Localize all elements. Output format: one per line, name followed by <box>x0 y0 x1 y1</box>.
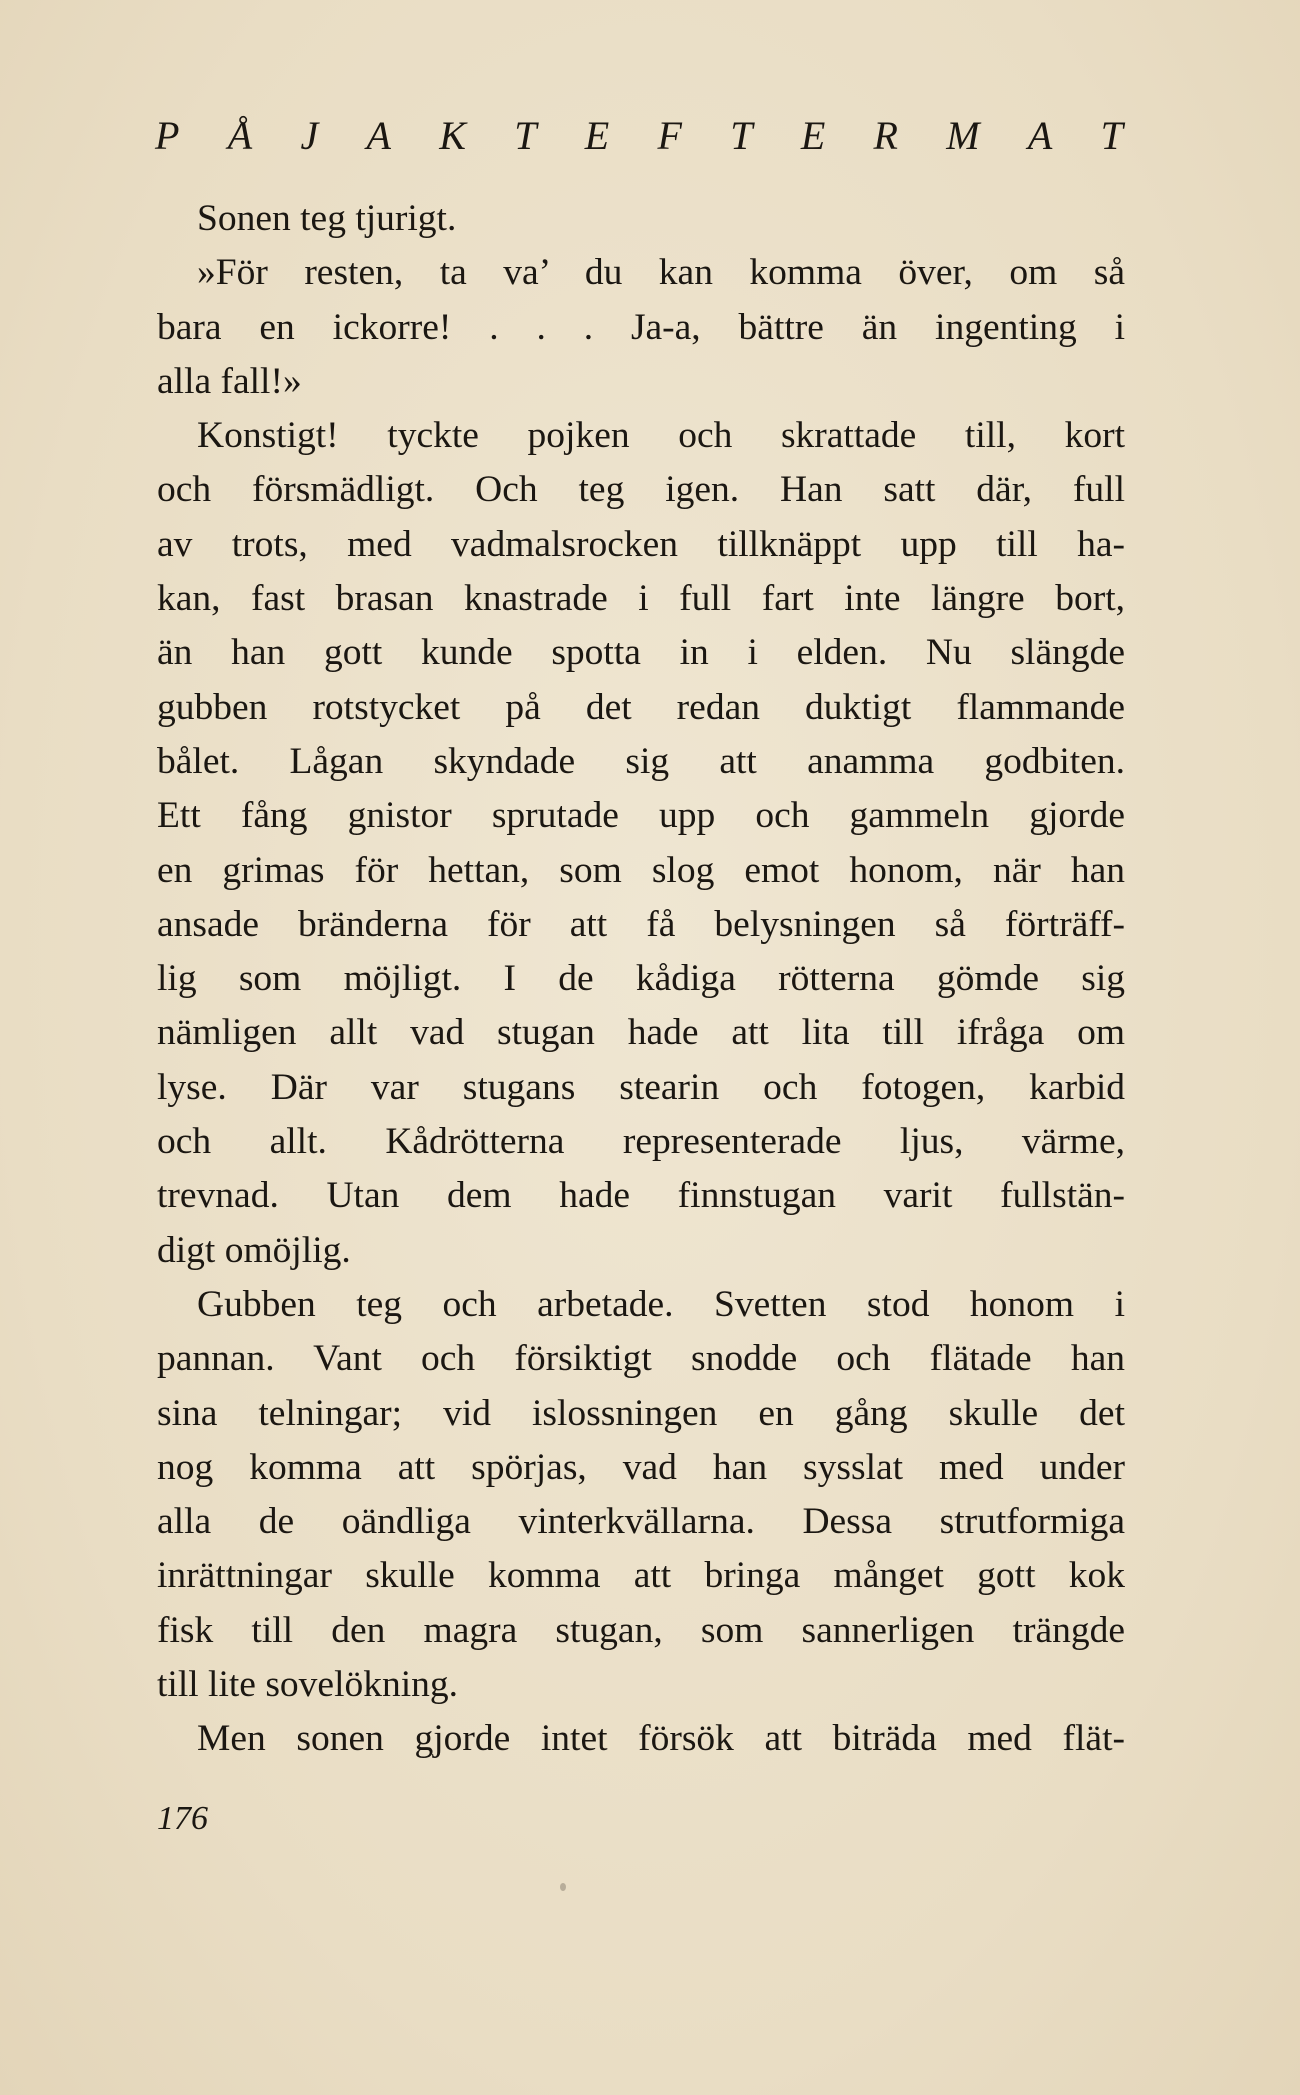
text-line: till lite sovelökning. <box>157 1664 459 1706</box>
text-line: fisk till den magra stugan, som sannerligen trängde <box>157 1609 1125 1651</box>
running-head-letter: A <box>1027 113 1055 158</box>
text-line: bara en ickorre! . . . Ja-a, bättre än ingenting i <box>157 306 1125 348</box>
text-line: en grimas för hettan, som slog emot honom, när han <box>157 849 1125 891</box>
running-head-letter: P <box>155 113 182 158</box>
running-head-letter: A <box>366 113 393 158</box>
text-line: ansade bränderna för att få belysningen så förträff- <box>157 903 1125 945</box>
text-line: nämligen allt vad stugan hade att lita till ifråga om <box>157 1012 1125 1054</box>
body-text <box>157 192 1125 1767</box>
text-line: kan, fast brasan knastrade i full fart inte längre bort, <box>157 578 1125 620</box>
text-line: inrättningar skulle komma att bringa månget gott kok <box>157 1555 1125 1597</box>
running-head-letter: J <box>300 113 321 158</box>
text-line: pannan. Vant och försiktigt snodde och flätade han <box>157 1338 1125 1380</box>
running-head-letter: E <box>800 113 828 158</box>
text-line: trevnad. Utan dem hade finnstugan varit fullstän- <box>157 1175 1125 1217</box>
text-line: alla de oändliga vinterkvällarna. Dessa strutformiga <box>157 1501 1125 1543</box>
text-line: sina telningar; vid islossningen en gång skulle det <box>157 1392 1125 1434</box>
text-line: Men sonen gjorde intet försök att biträda med flät- <box>197 1718 1125 1760</box>
text-line: lig som möjligt. I de kådiga rötterna gömde sig <box>157 958 1125 1000</box>
text-line: och försmädligt. Och teg igen. Han satt där, full <box>157 469 1125 511</box>
text-line: bålet. Lågan skyndade sig att anamma godbiten. <box>157 740 1125 782</box>
paper-speck <box>560 1883 566 1891</box>
running-head-letter: T <box>514 113 539 158</box>
text-line: Sonen teg tjurigt. <box>197 198 457 239</box>
running-head-letter: K <box>439 113 468 158</box>
text-line: lyse. Där var stugans stearin och fotogen, karbid <box>157 1066 1125 1108</box>
running-head-letter: M <box>946 113 982 158</box>
running-head <box>155 112 1125 159</box>
text-line: och allt. Kådrötterna representerade ljus, värme, <box>157 1121 1125 1163</box>
running-head-letter: F <box>657 113 684 158</box>
text-line: Ett fång gnistor sprutade upp och gammeln gjorde <box>157 795 1125 837</box>
page-number: 176 <box>157 1800 208 1837</box>
running-head-letter: E <box>584 113 612 158</box>
text-line: »För resten, ta va’ du kan komma över, om så <box>197 252 1125 294</box>
text-line: gubben rotstycket på det redan duktigt flammande <box>157 686 1125 728</box>
text-line: digt omöjlig. <box>157 1229 351 1271</box>
text-line: än han gott kunde spotta in i elden. Nu slängde <box>157 632 1125 674</box>
running-head-letter: R <box>873 113 900 158</box>
text-line: alla fall!» <box>157 360 302 402</box>
running-head-letter: T <box>730 113 755 158</box>
running-head-letter: Å <box>227 113 255 158</box>
text-line: nog komma att spörjas, vad han sysslat med under <box>157 1446 1125 1488</box>
text-line: av trots, med vadmalsrocken tillknäppt upp till ha- <box>157 523 1125 565</box>
text-line: Konstigt! tyckte pojken och skrattade till, kort <box>197 415 1125 457</box>
running-head-letter: T <box>1100 113 1125 158</box>
text-line: Gubben teg och arbetade. Svetten stod honom i <box>197 1283 1125 1325</box>
